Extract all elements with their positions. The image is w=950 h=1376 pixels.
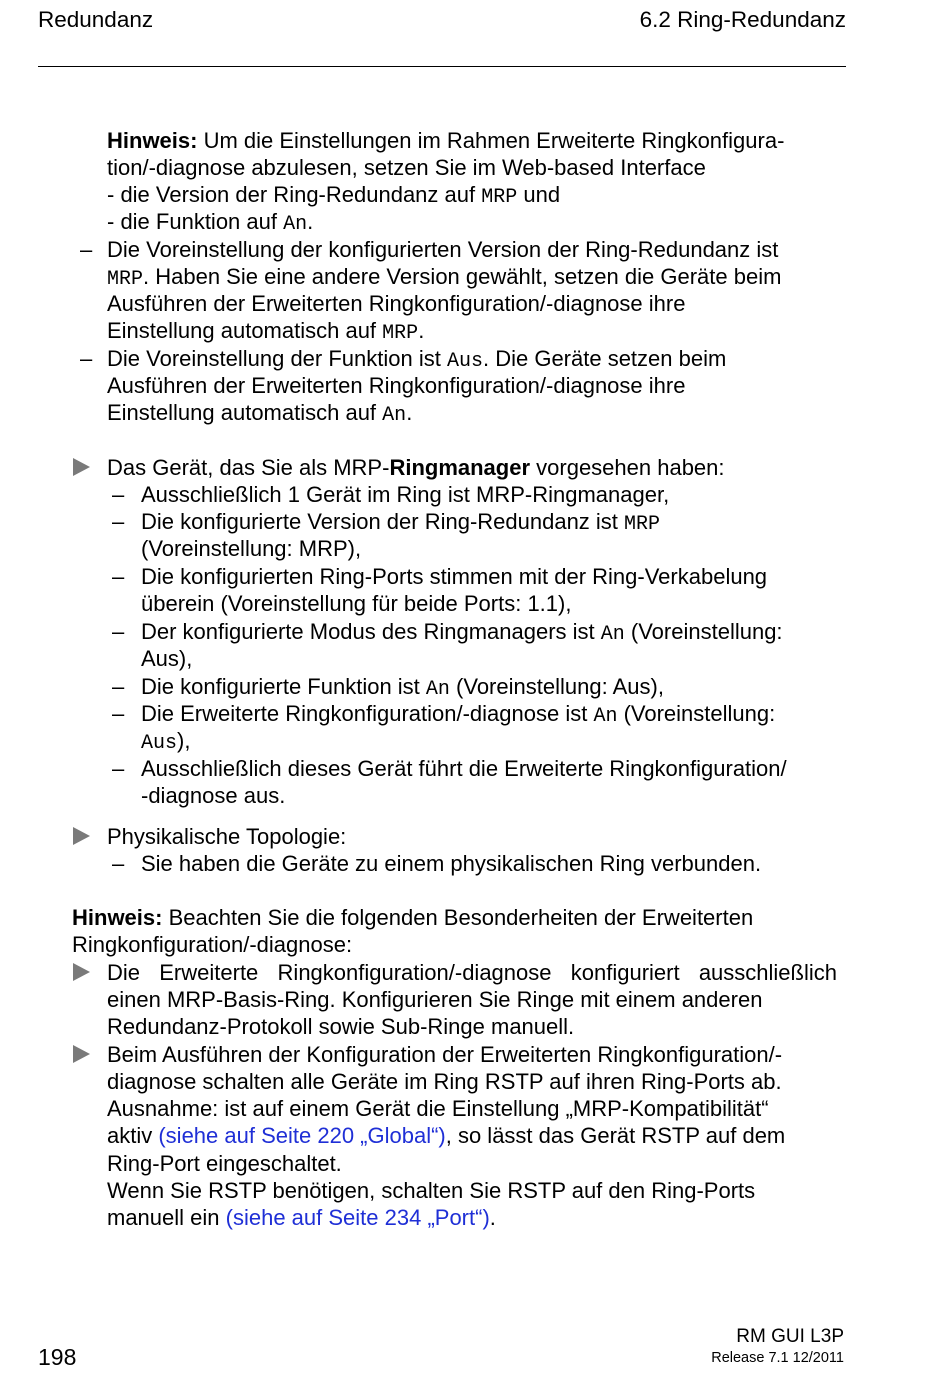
bullet-1-item-7: Ausschließlich dieses Gerät führt die Erweiterte Ringkonfiguration/	[141, 756, 787, 781]
bullet-1-item-1: Ausschließlich 1 Gerät im Ring ist MRP-Ringmanager,	[141, 482, 670, 507]
bullet-1-item-2-line-2: (Voreinstellung: MRP),	[141, 536, 362, 561]
bullet-1-item-4-line-2: Aus),	[141, 646, 193, 671]
note-1-line-2: tion/-diagnose abzulesen, setzen Sie im Web-based Interface	[107, 155, 706, 180]
bullet-1-item-4: Der konfigurierte Modus des Ringmanagers ist An (Voreinstellung:	[141, 619, 783, 646]
cross-reference-link-global[interactable]: (siehe auf Seite 220 „Global“)	[158, 1123, 446, 1148]
bullet-1-item-6: Die Erweiterte Ringkonfiguration/-diagnose ist An (Voreinstellung:	[141, 701, 776, 728]
bullet-4-line-5: Ring-Port eingeschaltet.	[107, 1151, 342, 1176]
triangle-bullet-icon	[73, 458, 90, 476]
dash-marker: –	[112, 674, 125, 699]
running-header-chapter: Redundanz	[38, 7, 154, 32]
dash-2-line-3: Einstellung automatisch auf An.	[107, 400, 413, 427]
bullet-1-item-2: Die konfigurierte Version der Ring-Redundanz ist MRP	[141, 509, 661, 536]
bullet-1-item-6-line-2: Aus),	[141, 728, 191, 755]
code-value: An	[593, 705, 618, 728]
header-rule	[38, 66, 846, 67]
dash-marker: –	[112, 851, 125, 876]
bullet-4-line-7: manuell ein (siehe auf Seite 234 „Port“).	[107, 1205, 496, 1230]
dash-2-line-1: Die Voreinstellung der Funktion ist Aus. Die Geräte setzen beim	[107, 346, 727, 373]
bullet-4-line-2: diagnose schalten alle Geräte im Ring RSTP auf ihren Ring-Ports ab.	[107, 1069, 782, 1094]
code-value: MRP	[624, 513, 661, 536]
note-label: Hinweis:	[72, 905, 163, 930]
dash-2-line-2: Ausführen der Erweiterten Ringkonfiguration/-diagnose ihre	[107, 373, 686, 398]
code-value: Aus	[141, 732, 178, 755]
code-value: An	[283, 213, 308, 236]
bullet-1-item-3: Die konfigurierten Ring-Ports stimmen mit der Ring-Verkabelung	[141, 564, 768, 589]
bullet-3-line-2: einen MRP-Basis-Ring. Konfigurieren Sie Ringe mit einem anderen	[107, 987, 763, 1012]
footer-doc-title: RM GUI L3P	[736, 1326, 844, 1347]
dash-1-line-4: Einstellung automatisch auf MRP.	[107, 318, 425, 345]
triangle-bullet-icon	[73, 1045, 90, 1063]
code-value: An	[382, 404, 407, 427]
bullet-3-line-3: Redundanz-Protokoll sowie Sub-Ringe manuell.	[107, 1014, 575, 1039]
bullet-3-line-1: Die Erweiterte Ringkonfiguration/-diagnose konfiguriert ausschließlich	[107, 960, 837, 985]
bullet-4-line-4: aktiv (siehe auf Seite 220 „Global“), so lässt das Gerät RSTP auf dem	[107, 1123, 786, 1148]
code-value: MRP	[481, 186, 518, 209]
dash-marker: –	[112, 509, 125, 534]
code-value: An	[425, 678, 450, 701]
dash-marker: –	[112, 701, 125, 726]
bullet-1-item-7-line-2: -diagnose aus.	[141, 783, 286, 808]
note-2-line-2: Ringkonfiguration/-diagnose:	[72, 932, 353, 957]
bullet-1-text: Das Gerät, das Sie als MRP-Ringmanager vorgesehen haben:	[107, 455, 725, 480]
note-label: Hinweis:	[107, 128, 198, 153]
note-1-line-3: - die Version der Ring-Redundanz auf MRP und	[107, 182, 561, 209]
triangle-bullet-icon	[73, 827, 90, 845]
note-2-line-1: Hinweis: Beachten Sie die folgenden Besonderheiten der Erweiterten	[72, 905, 754, 930]
note-1-line-4: - die Funktion auf An.	[107, 209, 314, 236]
code-value: Aus	[446, 350, 483, 373]
code-value: MRP	[107, 268, 144, 291]
dash-marker: –	[112, 482, 125, 507]
cross-reference-link-port[interactable]: (siehe auf Seite 234 „Port“)	[225, 1205, 490, 1230]
dash-marker: –	[112, 756, 125, 781]
dash-marker: –	[80, 346, 93, 371]
dash-1-line-2: MRP. Haben Sie eine andere Version gewählt, setzen die Geräte beim	[107, 264, 782, 291]
bullet-1-item-5: Die konfigurierte Funktion ist An (Voreinstellung: Aus),	[141, 674, 664, 701]
bullet-4-line-6: Wenn Sie RSTP benötigen, schalten Sie RSTP auf den Ring-Ports	[107, 1178, 756, 1203]
dash-marker: –	[80, 237, 93, 262]
bullet-4-line-1: Beim Ausführen der Konfiguration der Erweiterten Ringkonfiguration/-	[107, 1042, 783, 1067]
note-1-line-1: Hinweis: Um die Einstellungen im Rahmen Erweiterte Ringkonfigura-	[107, 128, 785, 153]
dash-marker: –	[112, 619, 125, 644]
bullet-2-text: Physikalische Topologie:	[107, 824, 347, 849]
dash-marker: –	[112, 564, 125, 589]
code-value: An	[600, 623, 625, 646]
code-value: MRP	[382, 322, 419, 345]
bullet-1-item-3-line-2: überein (Voreinstellung für beide Ports: 1.1),	[141, 591, 572, 616]
page-number: 198	[38, 1344, 77, 1370]
dash-1-line-3: Ausführen der Erweiterten Ringkonfiguration/-diagnose ihre	[107, 291, 686, 316]
dash-1-line-1: Die Voreinstellung der konfigurierten Version der Ring-Redundanz ist	[107, 237, 779, 262]
triangle-bullet-icon	[73, 963, 90, 981]
running-header-section: 6.2 Ring-Redundanz	[639, 7, 846, 32]
bullet-4-line-3: Ausnahme: ist auf einem Gerät die Einstellung „MRP-Kompatibilität“	[107, 1096, 769, 1121]
footer-release: Release 7.1 12/2011	[711, 1350, 844, 1366]
bullet-2-item: Sie haben die Geräte zu einem physikalischen Ring verbunden.	[141, 851, 762, 876]
